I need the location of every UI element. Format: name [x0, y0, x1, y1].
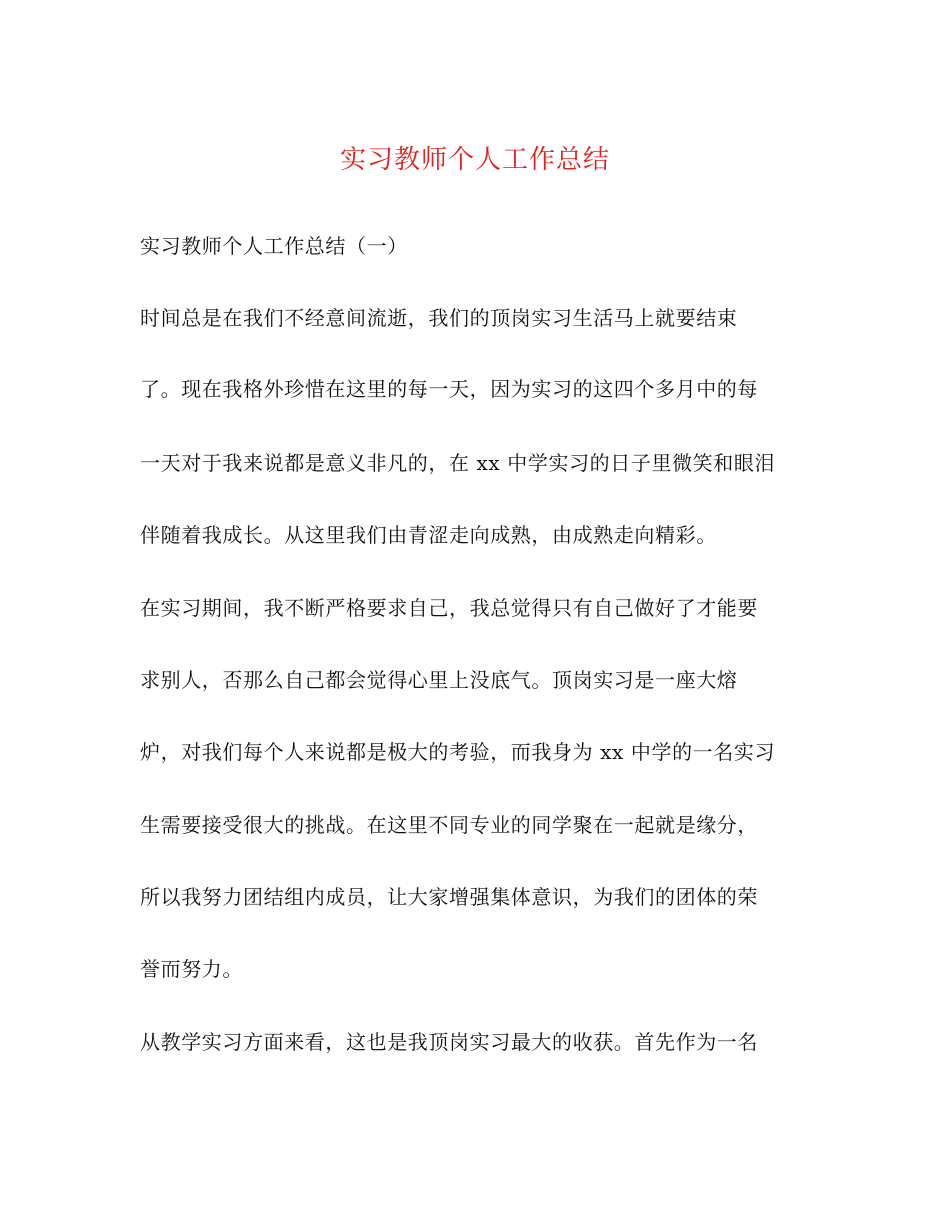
body-line: 从教学实习方面来看，这也是我顶岗实习最大的收获。首先作为一名 [140, 1030, 758, 1054]
body-line: 伴随着我成长。从这里我们由青涩走向成熟，由成熟走向精彩。 [140, 523, 717, 547]
body-line: 生需要接受很大的挑战。在这里不同专业的同学聚在一起就是缘分， [140, 813, 758, 837]
body-line: 一天对于我来说都是意义非凡的，在 xx 中学实习的日子里微笑和眼泪 [140, 451, 776, 475]
body-line: 炉，对我们每个人来说都是极大的考验，而我身为 xx 中学的一名实习 [140, 740, 776, 764]
body-line: 所以我努力团结组内成员，让大家增强集体意识，为我们的团体的荣 [140, 885, 758, 909]
body-line: 求别人，否那么自己都会觉得心里上没底气。顶岗实习是一座大熔 [140, 668, 738, 692]
body-line: 时间总是在我们不经意间流逝，我们的顶岗实习生活马上就要结束 [140, 306, 738, 330]
document-title: 实习教师个人工作总结 [339, 145, 610, 175]
body-line: 誉而努力。 [140, 957, 243, 981]
body-line: 在实习期间，我不断严格要求自己，我总觉得只有自己做好了才能要 [140, 596, 758, 620]
body-line: 了。现在我格外珍惜在这里的每一天，因为实习的这四个多月中的每 [140, 377, 758, 401]
section-heading: 实习教师个人工作总结（一） [140, 234, 408, 258]
